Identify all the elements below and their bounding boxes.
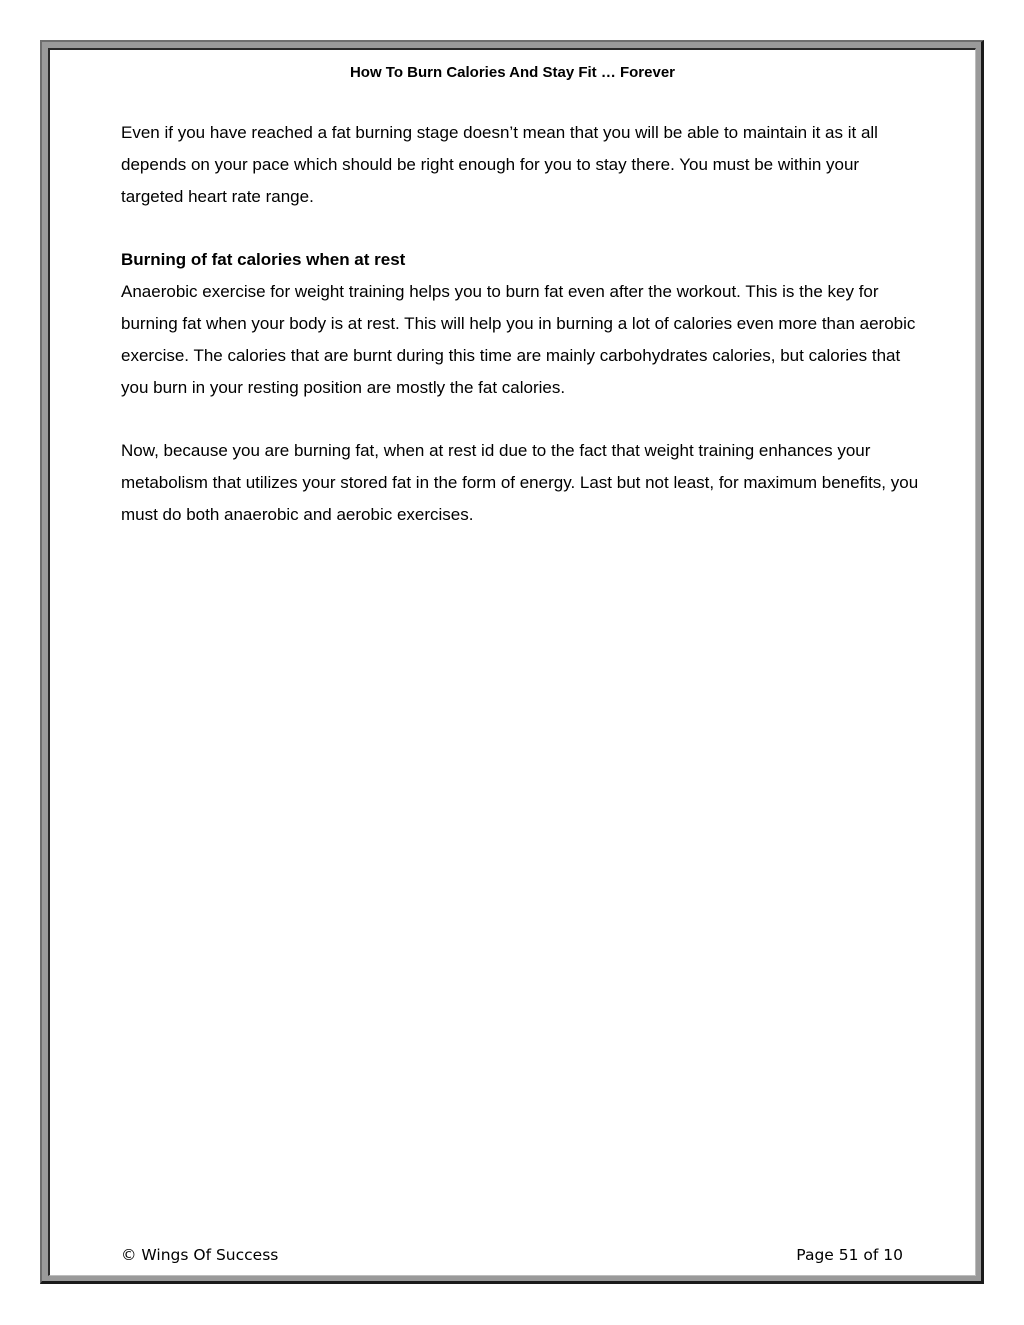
paragraph-metabolism: Now, because you are burning fat, when at rest id due to the fact that weight training enhances your metabolism that utilizes your stored fat in the form of energy. Last but not least, for maximum benefits, you must do both anaerobic and aerobic exercises.: [121, 441, 919, 524]
running-header: How To Burn Calories And Stay Fit … Forever: [349, 64, 676, 81]
paragraph-fat-burning-stage: Even if you have reached a fat burning stage doesn’t mean that you will be able to maintain it as it all depends on your pace which should be right enough for you to stay there. You must be within your targeted heart rate range.: [121, 123, 878, 206]
footer-copyright: © Wings Of Success: [121, 1246, 279, 1264]
page-content-area: [48, 48, 976, 1276]
document-body: [121, 117, 921, 531]
section-heading: Burning of fat calories when at rest: [121, 250, 406, 269]
paragraph-anaerobic-exercise: Anaerobic exercise for weight training helps you to burn fat even after the workout. This is the key for burning fat when your body is at rest. This will help you in burning a lot of calories even more than aerobic exercise. The calories that are burnt during this time are mainly carbohydrates calories, but calories that you burn in your resting position are mostly the fat calories.: [121, 282, 916, 397]
footer-page-number: Page 51 of 10: [796, 1246, 903, 1264]
page-frame: [40, 40, 984, 1284]
